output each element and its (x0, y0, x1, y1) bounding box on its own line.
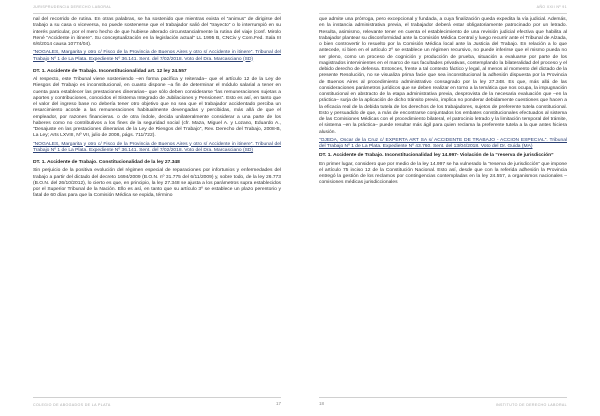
right-page-column (319, 17, 567, 187)
left-continuation-paragraph: nal del recorrido de rutina. En otras palabras, se ha sostenido que mientras exista el “animus” de dirigirse del trabajo a su casa o viceversa, no puede sostenerse que el trabajador salió del “trayecto” o lo interrumpió en su interés particular, por el mero hecho de que hubiese alterado circunstancialmente la rutina del viaje (conf. Mirolo René “Accidente in itinere”. Su conceptualización en la legislación actual” LL 1995 B, CNCiv y Com.Fed. Sala III 6/6/2014 causa 10774/04). (33, 17, 281, 47)
right-continuation-paragraph: que admite una prórroga, pero excepcional y fundada, a cuya finalización queda expedita la vía judicial. Además, en la instancia administrativa previa, el trabajador deberá estar obligatoriamente patrocinado por un letrado. Resulta, asimismo, relevante tener en cuenta el establecimiento de una revisión judicial efectiva que habilita al trabajador plantear su disconformidad ante la Comisión Médica Central y luego recurrir ante el Tribunal de Alzada, o bien controvertir lo resuelto por la Comisión Médica local ante la Justicia del Trabajo. En relación a lo que antecede, si bien en el artículo 2º se establece un régimen recursivo, no puede inferirse que el mismo pueda no ser pleno, como un proceso de cognición y producción de prueba, situación a evaluarse por parte de los magistrados intervinientes en el marco de sus facultades privativas, contemplando la bilateralidad del proceso y el debido derecho de defensa. Entonces, frente a tal contexto fáctico y legal, al menos al momento del dictado de la presente Resolución, no se visualiza prima facie que sea inconstitucional la adhesión dispuesta por la Provincia de Buenos Aires al procedimiento administrativo consagrado por la ley 27.348. Es que, más allá de las consideraciones parámetros jurídicos que se deben realizar en torno a la temática que nos ocupa, la impugnación constitucional en abstracto de la etapa administrativa previa, desprovista de la necesaria evaluación que –en la práctica– surja de la aplicación de dicho tránsito previo, implica no ponderar debidamente cuestiones que hacen a la eficacia real de la debida tutela de los derechos de los trabajadores, sujetos de preferente tutela constitucional. Esto y persuadido de que, a más de encontrarse conjuntados los embates constitucionales efectuados al sistema de las Comisiones Médicas con el procedimiento bilateral, el patrocinio letrado y la limitación temporal del trámite, el sistema –en la práctica– puede resultar más ágil para quien reclama la preferente tutela a la que antes hiciera alusión. (319, 17, 567, 135)
left-footer-rule (33, 397, 281, 398)
left-section-1-title: DT. 1. Accidente de Trabajo. Inconstitucionalidad art. 12 ley 24.557 (33, 68, 187, 74)
left-section-1-body: Al respecto, este Tribunal viene sosteniendo –en forma pacífica y reiterada– que el artículo 12 de la Ley de Riesgos del Trabajo es inconstitucional, en cuanto dispone –a fin de determinar el módulo salarial a tener en cuenta para establecer las prestaciones dinerarias– que sólo deben considerarse “las remuneraciones sujetas a aportes y contribuciones, conocidos el Sistema Integrado de Jubilaciones y Pensiones”. Esto es así, en tanto que el valor del ingreso base no debería tener otro objetivo que no sea que el trabajador accidentado perciba un resarcimiento acorde a las remuneraciones habitualmente devengadas y percibidas, más allá de que el empleador, por razones financieras. o de otra índole, decida unilateralmente considerar a una parte de los haberes como no contributivos a los fines de la seguridad social (cfr. Maza, Miguel A. y Lozano, Eduardo A., “Desajuste en las prestaciones dinerarias de la Ley de Riesgos del Trabajo”, Rev. Derecho del Trabajo, 2008-B, La Ley; Arts LXVIII, Nº VII, julio de 2008, págs. 711/722). (33, 77, 281, 139)
right-section-1-body: En primer lugar, considero que por medio de la ley 14.997 se ha vulnerado la “reserva de jurisdicción” que impone el artículo 75 inciso 12 de la Constitución Nacional. Esto así, desde que con la referida adhesión la Provincia entregó la gestión de los reclamos por contingencias contempladas en la ley 24.557, a organismos nacionales –comisiones médicas jurisdiccionales (319, 161, 567, 186)
right-page-number: 18 (319, 401, 325, 406)
left-citation-1: “NOGALES, Margarita y otro c/ Fisco de la Provincia de Buenos Aires y otro s/ Accidente in itinere”. Tribunal del Trabajo Nº 1 de La Plata. Expediente Nº 36.141. Sent. del 7/02/2018. Voto del Dra. Marcasciano (SD) (33, 50, 281, 62)
right-footer-rule (319, 397, 567, 398)
left-citation-2: “NOGALES, Margarita y otro c/ Fisco de la Provincia de Buenos Aires y otro s/ Accidente in itinere”. Tribunal del Trabajo Nº 1 de La Plata. Expediente Nº 36.141. Sent. del 7/02/2018. Voto del Dra. Marcasciano (SD) (33, 141, 281, 153)
left-page-header: JURISPRUDENCIA DERECHO LABORAL (33, 5, 112, 9)
left-section-2-body: Sin perjuicio de la positiva evolución del régimen especial de reparaciones por infortunios y enfermedades del trabajo a partir del dictado del decreto 1694/2009 (B.O.N. nº 31.775 del 6/11/2009) y, sobre todo, de la ley 26.773 (B.O.N. del 26/10/2012), lo cierto es que, en principio, la ley 27.348 se ajusta a los parámetros supra establecidos por el Superior Tribunal de la Nación. Ello es así, en tanto que su artículo 3º se establece un plazo perentorio y fatal de 60 días para que la Comisión Médica se expida, término (33, 168, 281, 199)
right-section-1-title: DT. 1. Accidente de Trabajo. Inconstitucionalidad ley 14.997- Violación de la “reserva de jurisdicción” (319, 153, 554, 159)
left-page-footer: COLEGIO DE ABOGADOS DE LA PLATA (33, 403, 111, 407)
right-page-footer: INSTITUTO DE DERECHO LABORAL (495, 403, 567, 407)
left-page-number: 17 (276, 401, 282, 406)
right-header-rule (319, 13, 567, 14)
right-page-header: AÑO XXII Nº 91 (536, 5, 567, 9)
left-page-column (33, 17, 281, 200)
left-header-rule (33, 13, 281, 14)
left-section-2-title: DT. 1. Accidente de Trabajo. Constitucionalidad de la ley 27.348 (33, 160, 180, 165)
right-citation-1: “OJEDA, Oscar de la Cruz c/ EXPERTA ART SA s/ ACCIDENTE DE TRABAJO - ACCION ESPECIAL”. Tribunal del Trabajo Nº 1 de La Plata. Expediente Nº 43.760. Sent. del 13/04/2018. Voto del Dr. Guida (MA) (319, 137, 567, 149)
